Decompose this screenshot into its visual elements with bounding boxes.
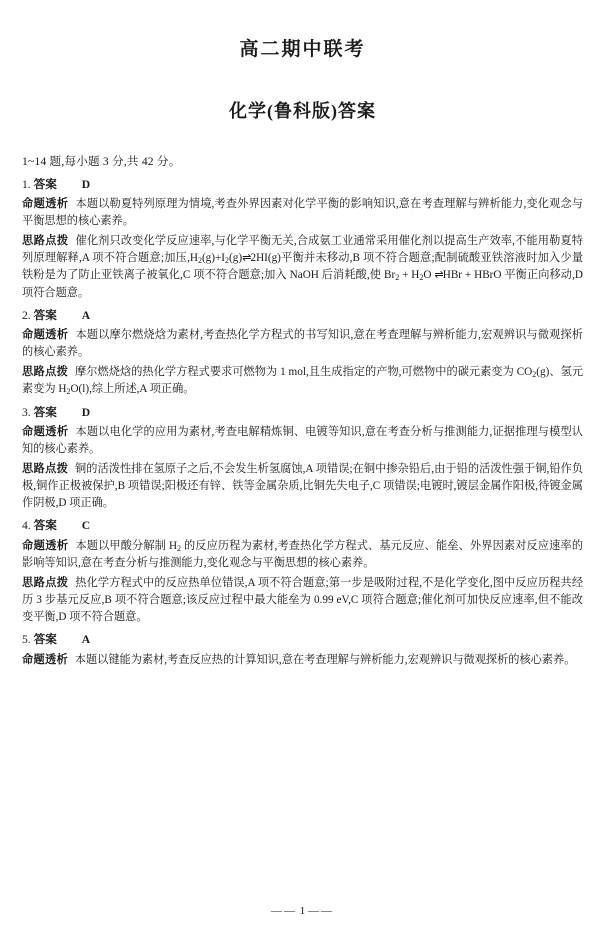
hint-text: 催化剂只改变化学反应速率,与化学平衡无关,合成氨工业通常采用催化剂以提高生产效率,不能用勒夏特列原理解释,A 项不符合题意;加压$,H_2(g)+I_2(g)\rightleftharpoons 2HI(g)$平衡并未移动,B 项不符合题意;配制硫酸亚铁溶液时加入少量铁粉是为了防止亚铁离子被氧化,C 项不符合题意;加入 NaOH 后消耗酸,使 $Br_2 + H_2O$ ⇌HBr + HBrO 平衡正向移动,D 项符合题意。 xyxy=(22,235,584,299)
answer-value: A xyxy=(81,308,91,322)
hint-block xyxy=(22,364,583,398)
hint-text: 热化学方程式中的反应热单位错误,A 项不符合题意;第一步是吸附过程,不是化学变化,图中反应历程共经历 3 步基元反应,B 项不符合题意;该反应过程中最大能垒为 0.99 eV,C 项符合题意;催化剂可加快反应速率,但不能改变平衡,D 项不符合题意。 xyxy=(22,577,584,624)
analysis-text: 本题以甲酸分解制 $H_2$ 的反应历程为素材,考查热化学方程式、基元反应、能垒、外界因素对反应速率的影响等知识,意在考查分析与推测能力,变化观念与平衡思想的核心素养。 xyxy=(22,539,584,569)
analysis-text: 本题以勒夏特列原理为情境,考查外界因素对化学平衡的影响知识,意在考查理解与辨析能力,变化观念与平衡思想的核心素养。 xyxy=(22,198,583,228)
answer-value: D xyxy=(81,405,91,419)
analysis-text: 本题以键能为素材,考查反应热的计算知识,意在考查理解与辨析能力,宏观辨识与微观探析的核心素养。 xyxy=(74,653,576,666)
answer-label: 答案 xyxy=(33,177,57,191)
item-number: 1. xyxy=(22,177,31,191)
answer-value: A xyxy=(81,633,91,647)
answer-label: 答案 xyxy=(33,405,57,419)
hint-text: 铜的活泼性排在氢原子之后,不会发生析氢腐蚀,A 项错误;在铜中掺杂铅后,由于铅的活泼性强于铜,铅作负极,铜作正极被保护,B 项错误;阳极还有锌、铁等金属杂质,比铜先失电子,C 项错误;电镀时,镀层金属作阳极,待镀金属作阴极,D 项正确。 xyxy=(22,463,584,510)
analysis-block xyxy=(22,327,583,361)
answer-row xyxy=(22,307,583,325)
score-line: 1~14 题,每小题 3 分,共 42 分。 xyxy=(22,155,181,168)
analysis-text: 本题以摩尔燃烧焓为素材,考查热化学方程式的书写知识,意在考查理解与辨析能力,宏观辨识与微观探析的核心素养。 xyxy=(22,329,583,359)
hint-label: 思路点拨 xyxy=(22,577,69,590)
answers-content xyxy=(22,153,583,669)
hint-label: 思路点拨 xyxy=(22,366,69,379)
answer-row xyxy=(22,176,583,194)
hint-block xyxy=(22,461,583,512)
answer-item xyxy=(22,307,583,399)
answer-sheet-page xyxy=(0,34,605,929)
answer-value: D xyxy=(81,177,91,191)
answer-item xyxy=(22,404,583,513)
answer-row xyxy=(22,631,583,649)
analysis-label: 命题透析 xyxy=(22,539,69,552)
answer-item xyxy=(22,517,583,626)
answer-label: 答案 xyxy=(33,308,57,322)
page-subtitle: 化学(鲁科版)答案 xyxy=(229,101,376,121)
analysis-block xyxy=(22,424,583,458)
hint-label: 思路点拨 xyxy=(22,235,69,248)
answer-value: C xyxy=(81,519,91,533)
footer-dash-right: —— xyxy=(308,905,334,917)
analysis-label: 命题透析 xyxy=(22,426,69,439)
analysis-text: 本题以电化学的应用为素材,考查电解精炼铜、电镀等知识,意在考查分析与推测能力,证据推理与模型认知的核心素养。 xyxy=(22,426,583,456)
page-title: 高二期中联考 xyxy=(239,39,366,60)
hint-text: 摩尔燃烧焓的热化学方程式要求可燃物为 1 mol,且生成指定的产物,可燃物中的碳元素变为 $CO_2(g)$、氢元素变为 $H_2O(l)$,综上所述,A 项正确。 xyxy=(22,366,584,397)
item-number: 5. xyxy=(22,633,31,647)
analysis-label: 命题透析 xyxy=(22,329,69,342)
footer-dash-left: —— xyxy=(271,905,297,917)
answer-row xyxy=(22,404,583,422)
hint-block xyxy=(22,233,583,301)
answer-label: 答案 xyxy=(33,519,57,533)
item-number: 2. xyxy=(22,308,31,322)
item-number: 3. xyxy=(22,405,31,419)
analysis-block xyxy=(22,196,583,230)
analysis-label: 命题透析 xyxy=(22,653,68,666)
answer-item xyxy=(22,631,583,669)
hint-label: 思路点拨 xyxy=(22,463,69,476)
answer-label: 答案 xyxy=(33,633,57,647)
answer-row xyxy=(22,517,583,535)
hint-block xyxy=(22,575,583,626)
answer-item xyxy=(22,176,583,302)
item-number: 4. xyxy=(22,519,31,533)
analysis-block xyxy=(22,652,583,669)
analysis-label: 命题透析 xyxy=(22,198,69,211)
analysis-block xyxy=(22,538,583,572)
page-number: 1 xyxy=(299,905,306,917)
page-footer xyxy=(0,905,605,917)
